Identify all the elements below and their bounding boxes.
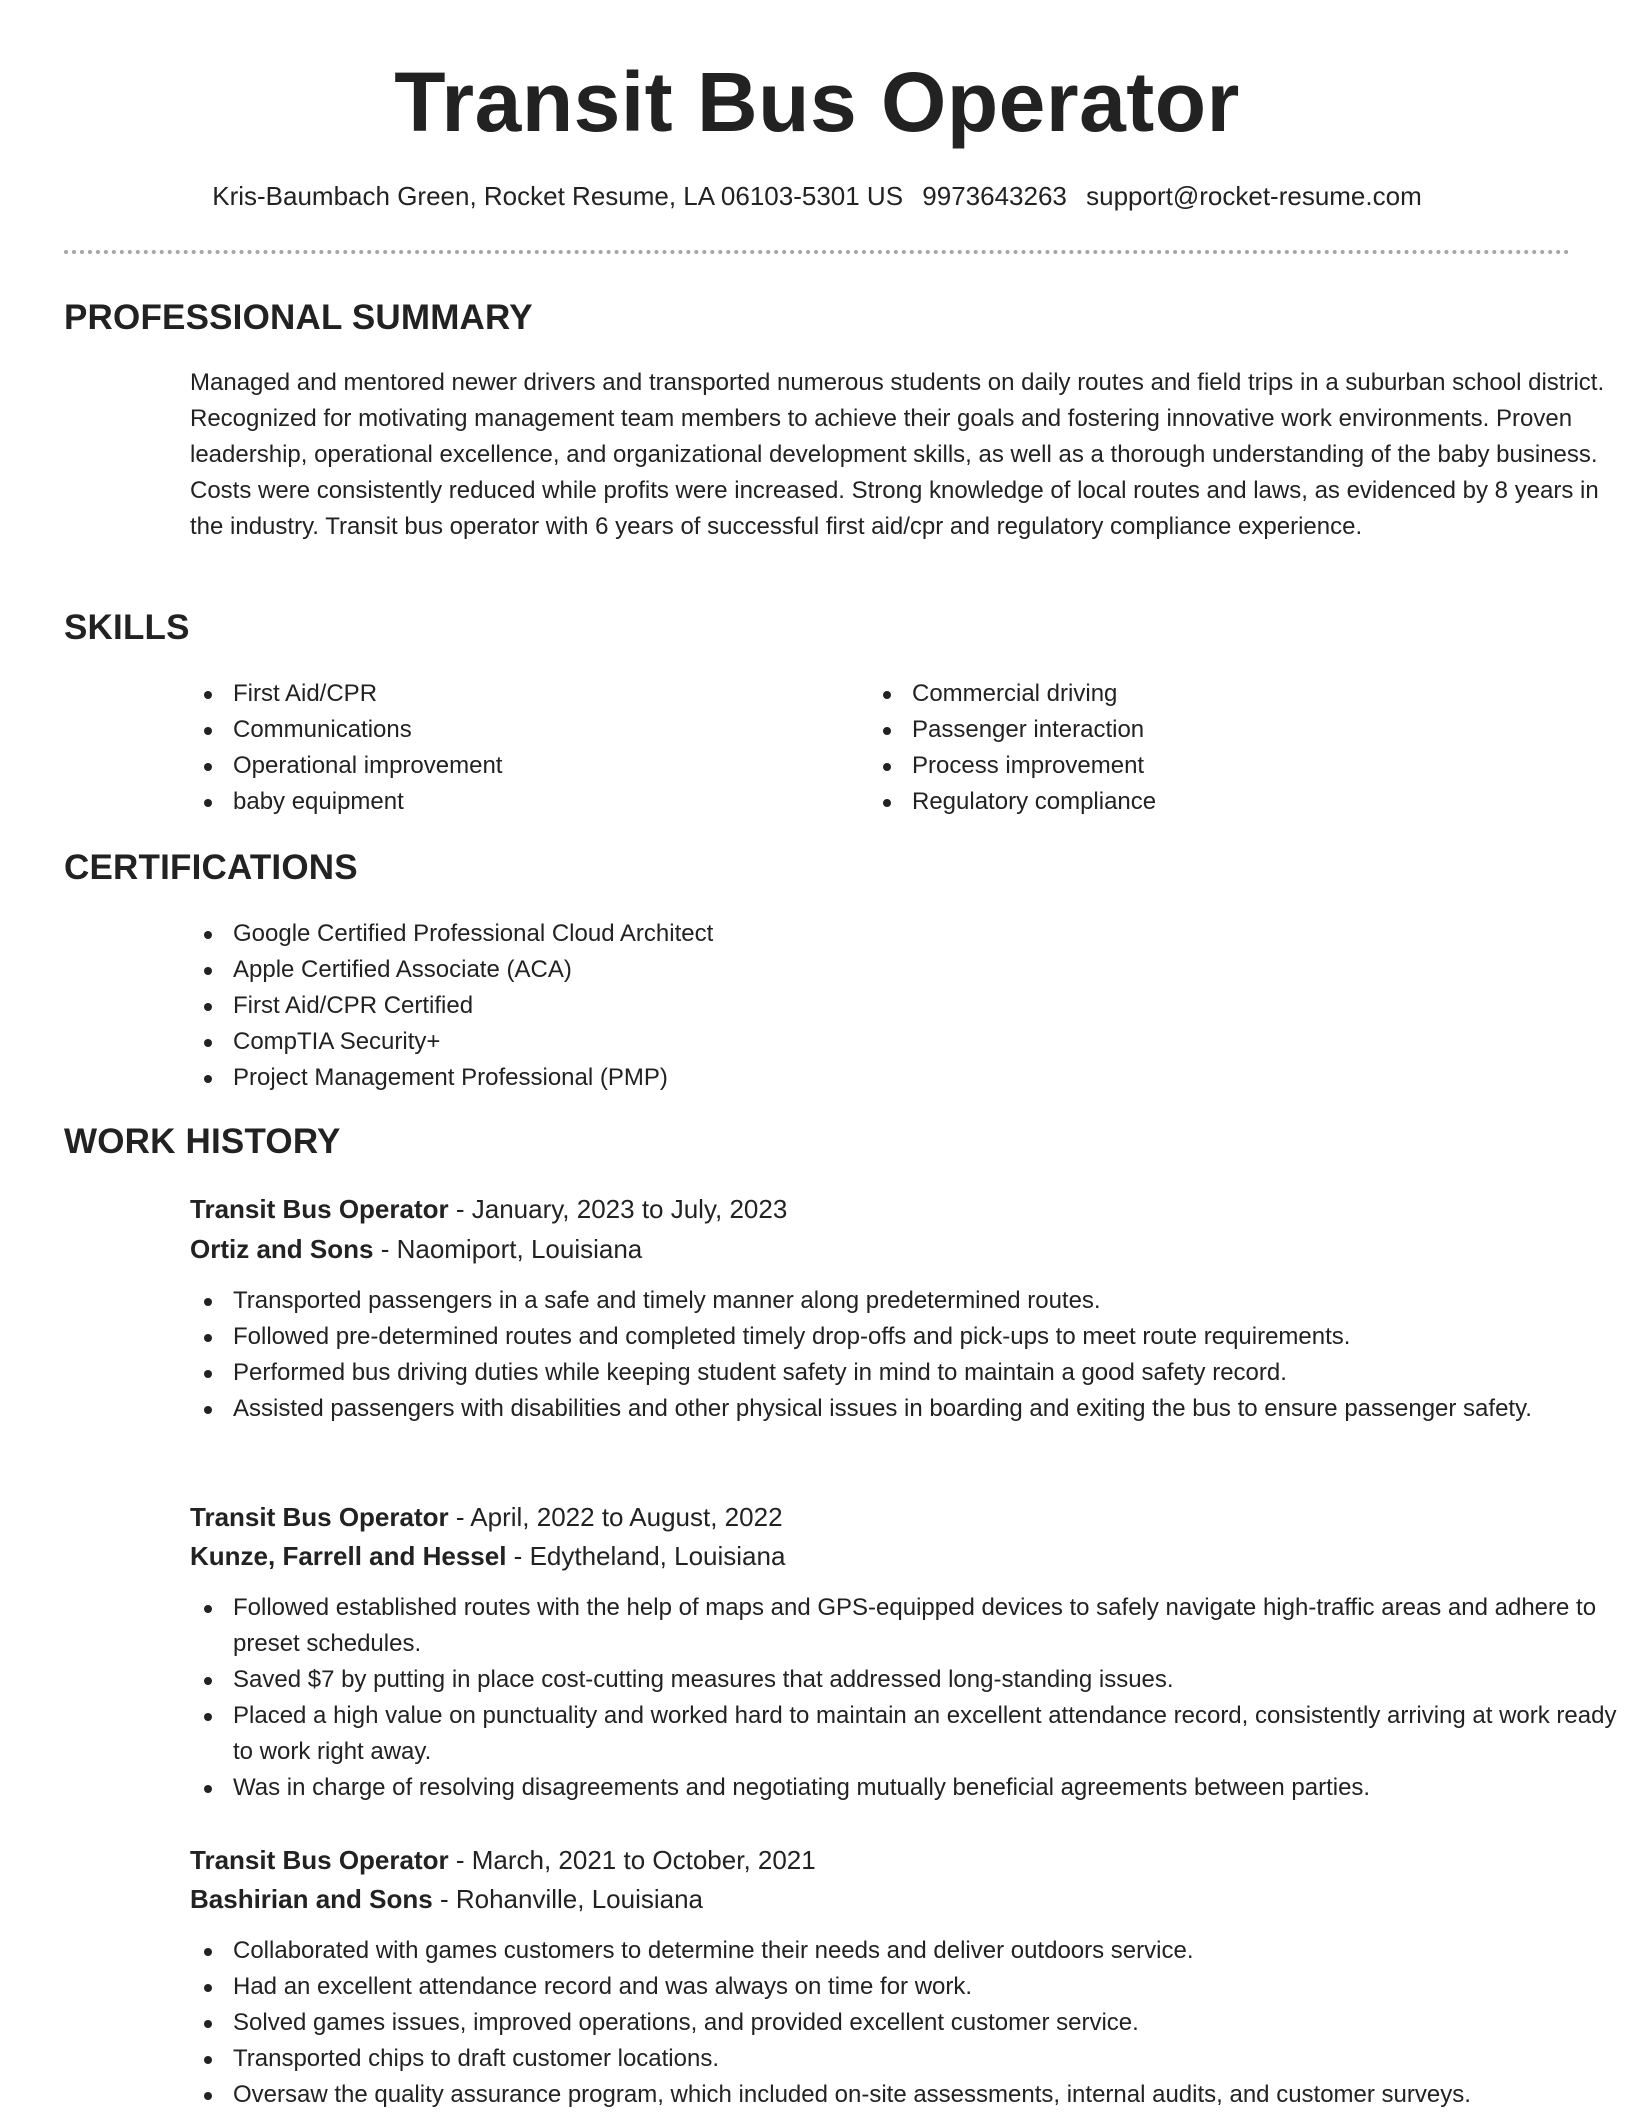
- job-title: Transit Bus Operator: [190, 1194, 449, 1224]
- contact-phone: 9973643263: [922, 181, 1067, 211]
- skill-item: First Aid/CPR: [190, 676, 830, 712]
- job-title-line: Transit Bus Operator - April, 2022 to August, 2022: [190, 1502, 783, 1532]
- job-dates: March, 2021 to October, 2021: [471, 1845, 816, 1875]
- job-duty-item: Placed a high value on punctuality and worked hard to maintain an excellent attendance record, consistently arriving at work ready to work right away.: [190, 1698, 1620, 1770]
- certification-item: Apple Certified Associate (ACA): [190, 952, 1570, 988]
- certification-item: Project Management Professional (PMP): [190, 1060, 1570, 1096]
- job-duty-item: Assisted passengers with disabilities and other physical issues in boarding and exiting the bus to ensure passenger safety.: [190, 1391, 1620, 1427]
- job-company: Ortiz and Sons: [190, 1234, 374, 1264]
- work-history-heading: WORK HISTORY: [64, 1122, 341, 1161]
- job-company-line: Kunze, Farrell and Hessel - Edytheland, Louisiana: [190, 1541, 786, 1571]
- job-title: Transit Bus Operator: [190, 1845, 449, 1875]
- skills-heading: SKILLS: [64, 608, 190, 647]
- job-duty-item: Saved $7 by putting in place cost-cutting measures that addressed long-standing issues.: [190, 1662, 1620, 1698]
- skill-item: Passenger interaction: [869, 712, 1509, 748]
- summary-text: Managed and mentored newer drivers and transported numerous students on daily routes and field trips in a suburban school district. Recognized for motivating management team members to achieve their goals and fostering innovative work environments. Proven leadership, operational excellence, and organizational development skills, as well as a thorough understanding of the baby business. Costs were consistently reduced while profits were increased. Strong knowledge of local routes and laws, as evidenced by 8 years in the industry. Transit bus operator with 6 years of successful first aid/cpr and regulatory compliance experience.: [190, 369, 1605, 540]
- job-company-line: Bashirian and Sons - Rohanville, Louisiana: [190, 1884, 704, 1914]
- certification-item: Google Certified Professional Cloud Architect: [190, 916, 1570, 952]
- job-duties-list: [190, 1933, 1620, 2113]
- header-divider: [64, 250, 1570, 254]
- job-location: Naomiport, Louisiana: [396, 1234, 643, 1264]
- job-duty-item: Collaborated with games customers to determine their needs and deliver outdoors service.: [190, 1933, 1620, 1969]
- skills-list-left: [190, 676, 830, 820]
- job-duty-item: Followed pre-determined routes and completed timely drop-offs and pick-ups to meet route requirements.: [190, 1319, 1620, 1355]
- job-duty-item: Oversaw the quality assurance program, which included on-site assessments, internal audits, and customer surveys.: [190, 2077, 1620, 2113]
- job-dates: April, 2022 to August, 2022: [470, 1502, 783, 1532]
- certification-item: First Aid/CPR Certified: [190, 988, 1570, 1024]
- contact-email: support@rocket-resume.com: [1086, 181, 1422, 211]
- skill-item: Communications: [190, 712, 830, 748]
- certification-item: CompTIA Security+: [190, 1024, 1570, 1060]
- job-duties-list: [190, 1590, 1620, 1806]
- job-duty-item: Was in charge of resolving disagreements and negotiating mutually beneficial agreements between parties.: [190, 1770, 1620, 1806]
- certifications-heading: CERTIFICATIONS: [64, 848, 358, 887]
- skill-item: Regulatory compliance: [869, 784, 1509, 820]
- job-duty-item: Followed established routes with the help of maps and GPS-equipped devices to safely navigate high-traffic areas and adhere to preset schedules.: [190, 1590, 1620, 1662]
- job-company: Bashirian and Sons: [190, 1884, 433, 1914]
- job-location: Edytheland, Louisiana: [529, 1541, 786, 1571]
- job-dates: January, 2023 to July, 2023: [471, 1194, 788, 1224]
- resume-title: Transit Bus Operator: [394, 55, 1240, 149]
- job-title-line: Transit Bus Operator - January, 2023 to July, 2023: [190, 1194, 788, 1224]
- summary-heading: PROFESSIONAL SUMMARY: [64, 298, 533, 337]
- skills-list-right: [869, 676, 1509, 820]
- skill-item: Process improvement: [869, 748, 1509, 784]
- job-company: Kunze, Farrell and Hessel: [190, 1541, 507, 1571]
- job-location: Rohanville, Louisiana: [455, 1884, 704, 1914]
- job-duty-item: Had an excellent attendance record and was always on time for work.: [190, 1969, 1620, 2005]
- job-duty-item: Transported passengers in a safe and timely manner along predetermined routes.: [190, 1283, 1620, 1319]
- job-duties-list: [190, 1283, 1620, 1427]
- job-duty-item: Performed bus driving duties while keeping student safety in mind to maintain a good safety record.: [190, 1355, 1620, 1391]
- skill-item: Commercial driving: [869, 676, 1509, 712]
- job-title-line: Transit Bus Operator - March, 2021 to October, 2021: [190, 1845, 816, 1875]
- job-title: Transit Bus Operator: [190, 1502, 449, 1532]
- job-duty-item: Solved games issues, improved operations, and provided excellent customer service.: [190, 2005, 1620, 2041]
- skill-item: Operational improvement: [190, 748, 830, 784]
- certifications-list: [190, 916, 1570, 1096]
- job-company-line: Ortiz and Sons - Naomiport, Louisiana: [190, 1234, 643, 1264]
- contact-line: [64, 181, 1570, 212]
- job-duty-item: Transported chips to draft customer locations.: [190, 2041, 1620, 2077]
- skill-item: baby equipment: [190, 784, 830, 820]
- contact-address: Kris-Baumbach Green, Rocket Resume, LA 06103-5301 US: [212, 181, 904, 211]
